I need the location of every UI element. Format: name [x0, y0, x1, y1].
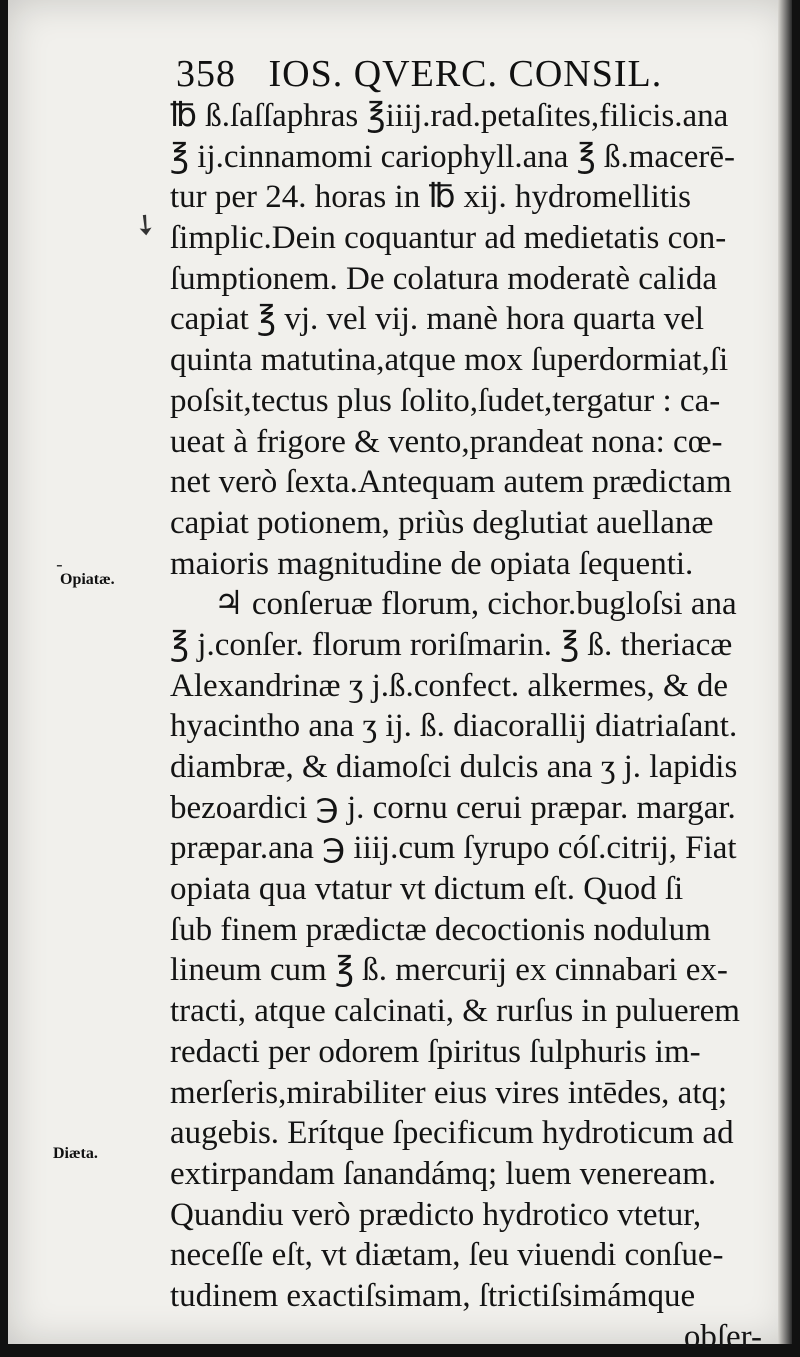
- text-line: quinta matutina,atque mox ſuperdormiat,ſi: [170, 342, 729, 379]
- text-line: ueat à frigore & vento,prandeat nona: cœ-: [170, 423, 723, 460]
- text-line: opiata qua vtatur vt dictum eſt. Quod ſi: [170, 871, 684, 908]
- text-line: extirpandam ſanandámq; luem veneream.: [170, 1155, 717, 1192]
- text-line: lineum cum ℥ ß. mercurij ex cinnabari ex-: [170, 952, 728, 989]
- text-line: neceſſe eſt, vt diætam, ſeu viuendi conſue-: [170, 1237, 724, 1274]
- margin-dash-mark: -: [56, 552, 63, 576]
- text-line: bezoardici ℈ j. cornu cerui præpar. margar.: [170, 789, 736, 826]
- book-page: [8, 0, 792, 1355]
- text-line: ♃ conſeruæ florum, cichor.bugloſsi ana: [214, 586, 737, 623]
- page-number: 358: [176, 53, 236, 95]
- text-line: Quandiu verò prædicto hydrotico vtetur,: [170, 1196, 702, 1233]
- text-line: præpar.ana ℈ iiij.cum ſyrupo cóſ.citrij, Fiat: [170, 830, 737, 867]
- margin-note-diaeta: Diæta.: [53, 1145, 98, 1162]
- text-line: hyacintho ana ʒ ij. ß. diacorallij diatriaſant.: [170, 708, 738, 745]
- body-text: [170, 96, 782, 1357]
- text-line: ſub finem prædictæ decoctionis nodulum: [170, 911, 711, 948]
- text-line: poſsit,tectus plus ſolito,ſudet,tergatur : ca-: [170, 382, 721, 419]
- running-header: [176, 52, 696, 96]
- text-line: net verò ſexta.Antequam autem prædictam: [170, 464, 732, 501]
- text-line: maioris magnitudine de opiata ſequenti.: [170, 545, 694, 582]
- text-line: ſimplic.Dein coquantur ad medietatis con-: [170, 220, 727, 257]
- text-line: ſumptionem. De colatura moderatè calida: [170, 260, 718, 297]
- arrow-mark-icon: ➘: [126, 204, 166, 245]
- text-line: tracti, atque calcinati, & rurſus in puluerem: [170, 993, 740, 1030]
- text-line: Alexandrinæ ʒ j.ß.confect. alkermes, & de: [170, 667, 729, 704]
- text-line: capiat ℥ vj. vel vij. manè hora quarta vel: [170, 301, 705, 338]
- text-line: merſeris,mirabiliter eius vires intēdes, atq;: [170, 1074, 728, 1111]
- text-line: tudinem exactiſsimam, ſtrictiſsimámque: [170, 1277, 696, 1314]
- text-line: tur per 24. horas in ℔ xij. hydromellitis: [170, 179, 692, 216]
- text-line: ℔ ß.ſaſſaphras ℥iiij.rad.petaſites,filicis.ana: [170, 98, 729, 134]
- text-line: augebis. Erítque ſpecificum hydroticum ad: [170, 1115, 734, 1152]
- text-line: redacti per odorem ſpiritus ſulphuris im-: [170, 1033, 701, 1070]
- text-line: ℥ ij.cinnamomi cariophyll.ana ℥ ß.macerē-: [170, 138, 735, 175]
- text-line: diambræ, & diamoſci dulcis ana ʒ j. lapidis: [170, 749, 738, 785]
- text-line: ℥ j.conſer. florum roriſmarin. ℥ ß. theriacæ: [170, 626, 733, 663]
- catchword: obſer-: [683, 1318, 762, 1355]
- margin-note-opiatae: Opiatæ.: [60, 571, 115, 588]
- text-line: capiat potionem, priùs deglutiat auellanæ: [170, 504, 714, 541]
- running-title: IOS. QVERC. CONSIL.: [268, 53, 663, 95]
